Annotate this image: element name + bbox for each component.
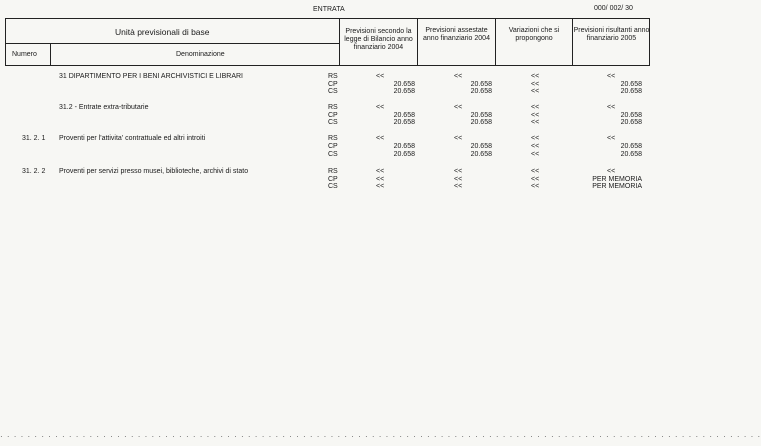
row-code: CS bbox=[328, 151, 338, 158]
col-header-prev-assestate: Previsioni assestate anno finanziario 2004 bbox=[423, 27, 490, 42]
value-bilancio: 20.658 bbox=[393, 88, 415, 95]
row-code: CS bbox=[328, 183, 338, 190]
row-numero: 31. 2. 2 bbox=[22, 168, 46, 175]
row-code: CP bbox=[328, 176, 338, 183]
value-risultanti: << bbox=[607, 104, 616, 111]
value-risultanti: << bbox=[607, 135, 616, 142]
value-risultanti: << bbox=[607, 168, 616, 175]
value-bilancio: 20.658 bbox=[393, 112, 415, 119]
row-code: CP bbox=[328, 112, 338, 119]
value-risultanti: 20.658 bbox=[620, 119, 642, 126]
value-variazioni: << bbox=[531, 183, 540, 190]
value-assestate: 20.658 bbox=[470, 88, 492, 95]
value-variazioni: << bbox=[531, 168, 540, 175]
value-bilancio: << bbox=[376, 73, 385, 80]
col-header-prev-risultanti: Previsioni risultanti anno finanziario 2005 bbox=[573, 27, 650, 42]
value-risultanti: 20.658 bbox=[620, 88, 642, 95]
value-bilancio: << bbox=[376, 168, 385, 175]
value-assestate: 20.658 bbox=[470, 81, 492, 88]
row-code: CS bbox=[328, 88, 338, 95]
value-bilancio: << bbox=[376, 183, 385, 190]
row-code: RS bbox=[328, 104, 338, 111]
value-variazioni: << bbox=[531, 104, 540, 111]
value-risultanti: << bbox=[607, 73, 616, 80]
value-bilancio: << bbox=[376, 104, 385, 111]
value-assestate: << bbox=[454, 104, 463, 111]
col-header-denominazione: Denominazione bbox=[176, 51, 225, 58]
row-denominazione: 31 DIPARTIMENTO PER I BENI ARCHIVISTICI E LIBRARI bbox=[59, 73, 243, 80]
value-variazioni: << bbox=[531, 135, 540, 142]
value-assestate: << bbox=[454, 135, 463, 142]
col-header-numero: Numero bbox=[12, 51, 37, 58]
row-code: RS bbox=[328, 73, 338, 80]
group-header: Unità previsionali di base bbox=[115, 27, 210, 37]
page-header-title: ENTRATA bbox=[313, 6, 345, 13]
row-denominazione: 31.2 - Entrate extra-tributarie bbox=[59, 104, 149, 111]
value-assestate: << bbox=[454, 176, 463, 183]
value-risultanti: 20.658 bbox=[620, 151, 642, 158]
table-left-border bbox=[5, 18, 6, 65]
value-variazioni: << bbox=[531, 176, 540, 183]
value-assestate: 20.658 bbox=[470, 119, 492, 126]
value-assestate: 20.658 bbox=[470, 112, 492, 119]
value-risultanti: 20.658 bbox=[620, 143, 642, 150]
value-variazioni: << bbox=[531, 88, 540, 95]
header-bottom-border bbox=[5, 65, 650, 66]
col-divider-variazioni bbox=[495, 18, 496, 65]
value-assestate: << bbox=[454, 73, 463, 80]
row-denominazione: Proventi per servizi presso musei, biblioteche, archivi di stato bbox=[59, 168, 249, 175]
row-code: CS bbox=[328, 119, 338, 126]
value-variazioni: << bbox=[531, 151, 540, 158]
value-risultanti: PER MEMORIA bbox=[592, 176, 642, 183]
value-bilancio: << bbox=[376, 135, 385, 142]
value-variazioni: << bbox=[531, 81, 540, 88]
value-risultanti: 20.658 bbox=[620, 81, 642, 88]
value-risultanti: 20.658 bbox=[620, 112, 642, 119]
row-code: RS bbox=[328, 135, 338, 142]
value-assestate: 20.658 bbox=[470, 151, 492, 158]
value-variazioni: << bbox=[531, 73, 540, 80]
value-assestate: << bbox=[454, 168, 463, 175]
header-divider bbox=[5, 43, 339, 44]
value-bilancio: 20.658 bbox=[393, 151, 415, 158]
value-bilancio: 20.658 bbox=[393, 143, 415, 150]
row-code: CP bbox=[328, 143, 338, 150]
bottom-dotted-edge: · · · · · · · · · · · · · · · · · · · · · · · · · · · · · · · · · · · · · · · · · · · · · · · · · · · · · · · · · · · · · · · · · · · · · · · · · · · · · · · · · · · · · · · · · · · · · · · · · · · · · · · · · · · · · · · bbox=[0, 432, 761, 441]
value-variazioni: << bbox=[531, 119, 540, 126]
value-variazioni: << bbox=[531, 112, 540, 119]
value-variazioni: << bbox=[531, 143, 540, 150]
row-numero: 31. 2. 1 bbox=[22, 135, 46, 142]
value-bilancio: 20.658 bbox=[393, 81, 415, 88]
col-header-variazioni: Variazioni che si propongono bbox=[508, 27, 560, 42]
row-denominazione: Proventi per l'attivita' contrattuale ed altri introiti bbox=[59, 135, 206, 142]
value-bilancio: 20.658 bbox=[393, 119, 415, 126]
table-top-border bbox=[5, 18, 650, 19]
value-risultanti: PER MEMORIA bbox=[592, 183, 642, 190]
value-bilancio: << bbox=[376, 176, 385, 183]
row-code: RS bbox=[328, 168, 338, 175]
value-assestate: << bbox=[454, 183, 463, 190]
col-header-prev-bilancio: Previsioni secondo la legge di Bilancio anno finanziario 2004 bbox=[344, 28, 413, 51]
page-header-code: 000/ 002/ 30 bbox=[594, 5, 633, 12]
value-assestate: 20.658 bbox=[470, 143, 492, 150]
row-code: CP bbox=[328, 81, 338, 88]
col-divider-numero bbox=[50, 43, 51, 65]
